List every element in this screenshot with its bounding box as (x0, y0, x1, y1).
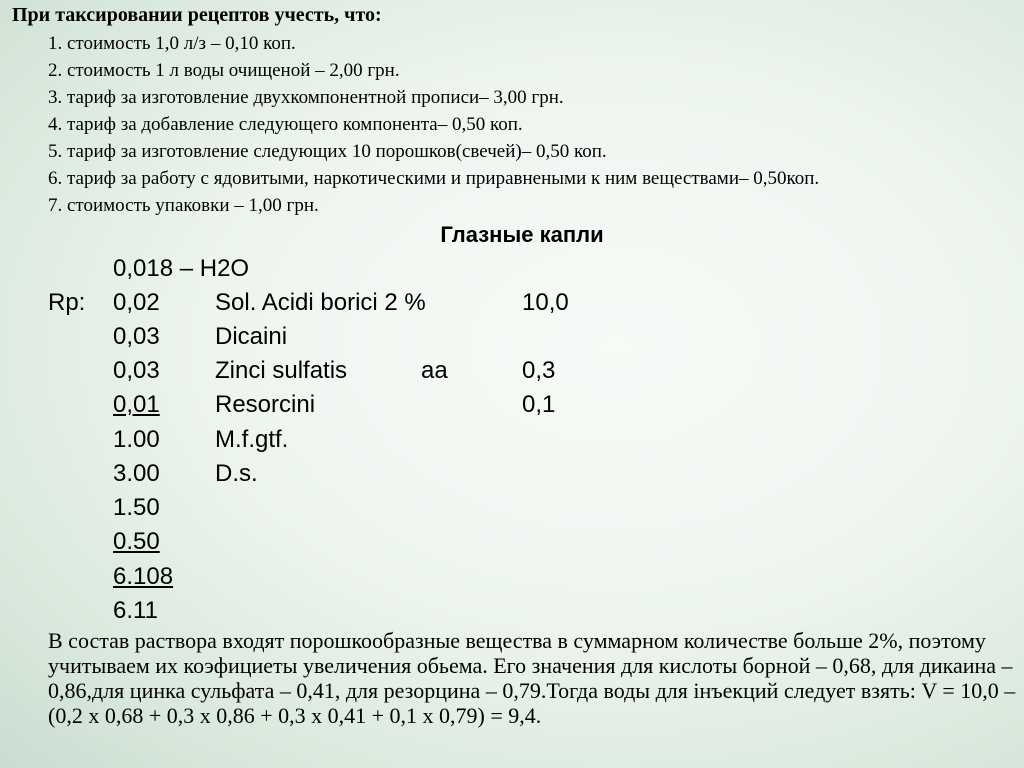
recipe-cost: 3.00 (113, 460, 160, 487)
rule-item: 3. тариф за изготовление двухкомпонентной прописи– 3,00 грн. (48, 87, 564, 108)
recipe-quantity: 0,3 (522, 357, 556, 384)
recipe-instruction: D.s. (215, 460, 258, 487)
recipe-ingredient: Sol. Acidi borici 2 % (215, 289, 426, 316)
recipe-cost: 0,01 (113, 391, 160, 418)
recipe-ingredient: Dicaini (215, 323, 288, 350)
page-heading: При таксировании рецептов учесть, что: (12, 4, 382, 26)
recipe-cost: 0,018 – H2O (113, 255, 250, 282)
rule-item: 2. стоимость 1 л воды очищеной – 2,00 грн. (48, 60, 400, 81)
recipe-cost: 0,02 (113, 289, 160, 316)
rule-item: 4. тариф за добавление следующего компонента– 0,50 коп. (48, 114, 523, 135)
recipe-ingredient: Resorcini (215, 391, 316, 418)
recipe-cost: 0.50 (113, 528, 160, 555)
recipe-cost: 1.00 (113, 426, 160, 453)
section-title: Глазные капли (440, 222, 604, 247)
rule-item: 5. тариф за изготовление следующих 10 порошков(свечей)– 0,50 коп. (48, 141, 607, 162)
rule-item: 1. стоимость 1,0 л/з – 0,10 коп. (48, 33, 296, 54)
recipe-quantity: 10,0 (522, 289, 569, 316)
recipe-cost: 6.108 (113, 563, 174, 590)
recipe-cost: 1.50 (113, 494, 160, 521)
rp-label: Rp: (48, 289, 86, 316)
recipe-quantity: 0,1 (522, 391, 556, 418)
recipe-cost: 0,03 (113, 357, 160, 384)
recipe-cost: 6.11 (113, 597, 158, 624)
recipe-instruction: M.f.gtf. (215, 426, 289, 453)
rule-item: 7. стоимость упаковки – 1,00 грн. (48, 195, 319, 216)
recipe-ingredient: Zinci sulfatis (215, 357, 348, 384)
recipe-cost: 0,03 (113, 323, 160, 350)
explanation-paragraph: В состав раствора входят порошкообразные вещества в суммарном количестве больше 2%, поэтому учитываем их коэфициеты увеличения обьема. Его значения для кислоты борной – 0,68, для дикаина – 0,86,для цинка сульфата – 0,41, для резорцина – 0,79.Тогда воды для інъекций следует взять: V = 10,0 – (0,2 х 0,68 + 0,3 х 0,86 + 0,3 х 0,41 + 0,1 х 0,79) = 9,4. (48, 628, 1016, 728)
recipe-aa: aa (421, 357, 448, 384)
rule-item: 6. тариф за работу с ядовитыми, наркотическими и приравнеными к ним веществами– 0,50коп. (48, 168, 820, 189)
